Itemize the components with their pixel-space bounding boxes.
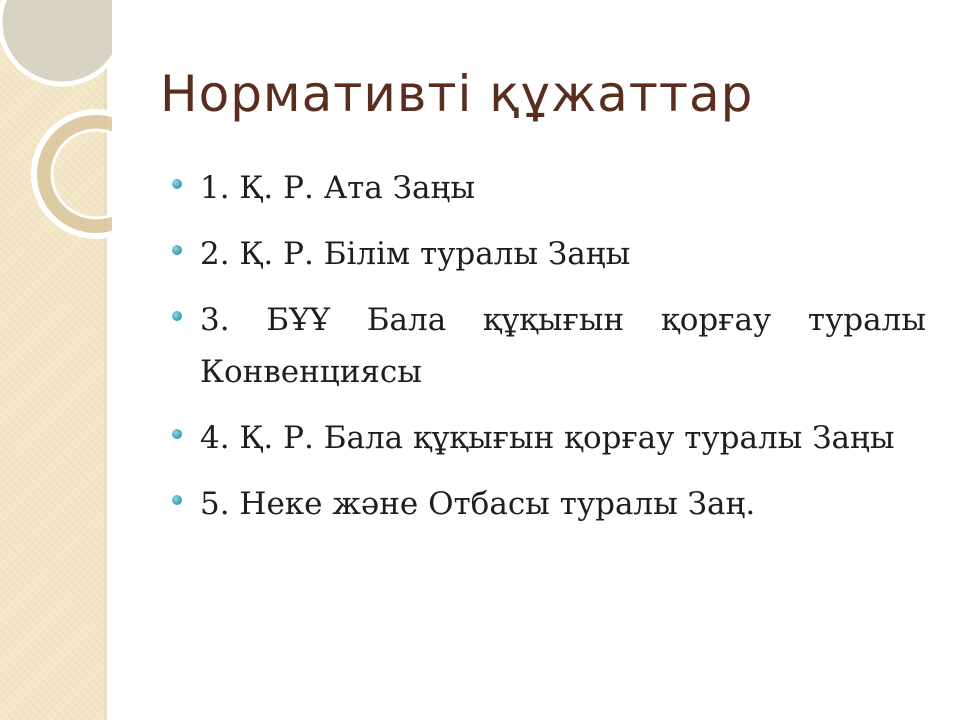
bullet-icon [172,311,182,321]
list-item-text: 2. Қ. Р. Білім туралы Заңы [200,236,631,272]
decorative-rings [0,0,112,240]
list-item [170,162,926,214]
bullet-icon [172,179,182,189]
list-item [170,412,926,464]
bullet-icon [172,245,182,255]
list-item [170,478,926,530]
list-item-text: 4. Қ. Р. Бала құқығын қорғау туралы Заңы [200,420,895,456]
bullet-icon [172,495,182,505]
list-item-text: 3. БҰҰ Бала құқығын қорғау туралы Конвенциясы [200,302,926,390]
bullet-icon [172,429,182,439]
list-item-text: 5. Неке және Отбасы туралы Заң. [200,486,756,522]
list-item-text: 1. Қ. Р. Ата Заңы [200,170,476,206]
list-item [170,228,926,280]
bullet-list [170,162,926,544]
slide-title: Нормативті құжаттар [160,65,754,123]
list-item [170,294,926,398]
